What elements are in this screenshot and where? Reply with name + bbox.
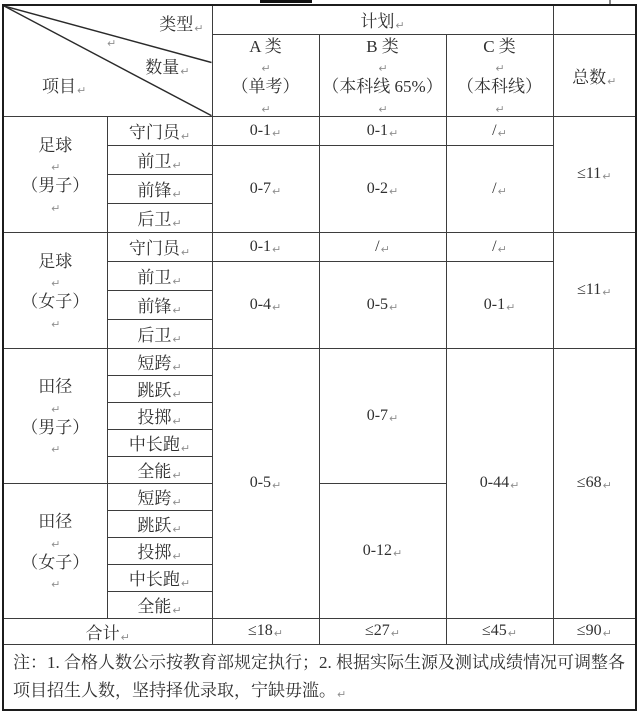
sub-item: 全能↵ bbox=[107, 456, 212, 483]
corner-diagonal-cell bbox=[3, 5, 212, 116]
paragraph-mark: ↵ bbox=[389, 300, 399, 314]
sub-item: 中长跑↵ bbox=[107, 564, 212, 591]
paragraph-mark: ↵ bbox=[395, 19, 405, 33]
paragraph-mark: ↵ bbox=[273, 627, 283, 641]
cell-fm-gk-b: 0-1↵ bbox=[319, 116, 446, 145]
cell-fw-field-b: 0-5↵ bbox=[319, 261, 446, 348]
paragraph-mark: ↵ bbox=[172, 469, 182, 483]
group-football-women: 足球 ↵ （女子） ↵ bbox=[3, 232, 107, 348]
paragraph-mark: ↵ bbox=[51, 443, 61, 457]
paragraph-mark: ↵ bbox=[272, 184, 282, 198]
paragraph-mark: ↵ bbox=[272, 242, 282, 256]
paragraph-mark: ↵ bbox=[272, 126, 282, 140]
recruitment-plan-table bbox=[2, 4, 637, 711]
paragraph-mark: ↵ bbox=[51, 161, 61, 175]
paragraph-mark: ↵ bbox=[507, 627, 518, 641]
paragraph-mark: ↵ bbox=[272, 300, 282, 314]
cell-fw-gk-c: /↵ bbox=[446, 232, 553, 261]
paragraph-mark: ↵ bbox=[602, 170, 612, 184]
top-edge-artifact bbox=[260, 0, 312, 3]
sub-item: 中长跑↵ bbox=[107, 429, 212, 456]
paragraph-mark: ↵ bbox=[172, 415, 182, 429]
paragraph-mark: ↵ bbox=[172, 388, 182, 402]
paragraph-mark: ↵ bbox=[51, 537, 61, 551]
sub-item: 跳跃↵ bbox=[107, 510, 212, 537]
paragraph-mark: ↵ bbox=[390, 627, 400, 641]
footer-sum-a: ≤18↵ bbox=[212, 618, 319, 644]
paragraph-mark: ↵ bbox=[77, 84, 87, 97]
sub-item: 投掷↵ bbox=[107, 537, 212, 564]
cell-fm-field-a: 0-7↵ bbox=[212, 145, 319, 232]
sub-item: 前锋↵ bbox=[107, 290, 212, 319]
cell-am-b: 0-7↵ bbox=[319, 348, 446, 483]
paragraph-mark: ↵ bbox=[172, 304, 182, 318]
paragraph-mark: ↵ bbox=[607, 74, 617, 88]
paragraph-mark: ↵ bbox=[172, 275, 182, 289]
paragraph-mark: ↵ bbox=[51, 402, 61, 416]
paragraph-mark: ↵ bbox=[261, 62, 271, 76]
group-athletics-women: 田径 ↵ （女子） ↵ bbox=[3, 483, 107, 618]
paragraph-mark: ↵ bbox=[497, 126, 507, 140]
stray-paragraph-mark: ↵ bbox=[107, 37, 117, 50]
paragraph-mark: ↵ bbox=[495, 102, 505, 116]
paragraph-mark: ↵ bbox=[172, 159, 182, 173]
cell-fw-gk-b: /↵ bbox=[319, 232, 446, 261]
paragraph-mark: ↵ bbox=[180, 577, 191, 591]
paragraph-mark: ↵ bbox=[51, 201, 61, 215]
cell-fm-field-c: /↵ bbox=[446, 145, 553, 232]
header-class-a: A 类 ↵ （单考） ↵ bbox=[212, 34, 319, 116]
footer-sum-total: ≤90↵ bbox=[553, 618, 636, 644]
cell-fm-gk-a: 0-1↵ bbox=[212, 116, 319, 145]
paragraph-mark: ↵ bbox=[272, 479, 282, 493]
corner-label-quantity: 数量↵ bbox=[145, 58, 190, 78]
paragraph-mark: ↵ bbox=[506, 300, 516, 314]
corner-label-project: 项目↵ bbox=[42, 77, 87, 97]
paragraph-mark: ↵ bbox=[172, 217, 182, 231]
header-class-b: B 类 ↵ （本科线 65%） ↵ bbox=[319, 34, 446, 116]
paragraph-mark: ↵ bbox=[120, 630, 130, 644]
cell-fm-gk-c: /↵ bbox=[446, 116, 553, 145]
paragraph-mark: ↵ bbox=[495, 62, 505, 76]
paragraph-mark: ↵ bbox=[497, 184, 507, 198]
header-plan: 计划↵ bbox=[212, 5, 553, 34]
paragraph-mark: ↵ bbox=[172, 333, 182, 347]
paragraph-mark: ↵ bbox=[389, 184, 399, 198]
paragraph-mark: ↵ bbox=[194, 22, 204, 35]
cell-fw-field-a: 0-4↵ bbox=[212, 261, 319, 348]
cell-athletics-c: 0-44↵ bbox=[446, 348, 553, 618]
paragraph-mark: ↵ bbox=[51, 578, 61, 592]
cell-fw-total: ≤11↵ bbox=[553, 232, 636, 348]
group-football-men: 足球 ↵ （男子） ↵ bbox=[3, 116, 107, 232]
sub-item: 前卫↵ bbox=[107, 261, 212, 290]
paragraph-mark: ↵ bbox=[337, 687, 347, 701]
sub-item: 前锋↵ bbox=[107, 174, 212, 203]
paragraph-mark: ↵ bbox=[172, 188, 182, 202]
paragraph-mark: ↵ bbox=[378, 62, 388, 76]
paragraph-mark: ↵ bbox=[172, 550, 182, 564]
paragraph-mark: ↵ bbox=[380, 242, 390, 256]
cell-athletics-a: 0-5↵ bbox=[212, 348, 319, 618]
paragraph-mark: ↵ bbox=[602, 479, 612, 493]
paragraph-mark: ↵ bbox=[510, 479, 520, 493]
paragraph-mark: ↵ bbox=[51, 317, 61, 331]
paragraph-mark: ↵ bbox=[261, 102, 271, 116]
cell-fm-total: ≤11↵ bbox=[553, 116, 636, 232]
paragraph-mark: ↵ bbox=[602, 286, 612, 300]
paragraph-mark: ↵ bbox=[172, 496, 182, 510]
sub-item: 短跨↵ bbox=[107, 348, 212, 375]
sub-item: 后卫↵ bbox=[107, 203, 212, 232]
group-athletics-men: 田径 ↵ （男子） ↵ bbox=[3, 348, 107, 483]
footer-sum-b: ≤27↵ bbox=[319, 618, 446, 644]
header-class-c: C 类 ↵ （本科线） ↵ bbox=[446, 34, 553, 116]
paragraph-mark: ↵ bbox=[389, 411, 399, 425]
paragraph-mark: ↵ bbox=[393, 546, 403, 560]
header-total-spacer bbox=[553, 5, 636, 34]
sub-item: 守门员↵ bbox=[107, 232, 212, 261]
paragraph-mark: ↵ bbox=[378, 102, 388, 116]
sub-item: 全能↵ bbox=[107, 591, 212, 618]
sub-item: 短跨↵ bbox=[107, 483, 212, 510]
sub-item: 投掷↵ bbox=[107, 402, 212, 429]
cell-fw-field-c: 0-1↵ bbox=[446, 261, 553, 348]
footer-sum-c: ≤45↵ bbox=[446, 618, 553, 644]
corner-label-type: 类型↵ bbox=[159, 15, 204, 35]
paragraph-mark: ↵ bbox=[180, 246, 191, 260]
sub-item: 后卫↵ bbox=[107, 319, 212, 348]
paragraph-mark: ↵ bbox=[172, 523, 182, 537]
paragraph-mark: ↵ bbox=[389, 126, 399, 140]
header-total: 总数↵ bbox=[553, 34, 636, 116]
footer-sum-label: 合计↵ bbox=[3, 618, 212, 644]
paragraph-mark: ↵ bbox=[51, 277, 61, 291]
cell-aw-b: 0-12↵ bbox=[319, 483, 446, 618]
cell-fm-field-b: 0-2↵ bbox=[319, 145, 446, 232]
paragraph-mark: ↵ bbox=[497, 242, 507, 256]
paragraph-mark: ↵ bbox=[180, 65, 190, 78]
paragraph-mark: ↵ bbox=[172, 604, 182, 618]
sub-item: 跳跃↵ bbox=[107, 375, 212, 402]
paragraph-mark: ↵ bbox=[172, 361, 182, 375]
cell-fw-gk-a: 0-1↵ bbox=[212, 232, 319, 261]
cell-athletics-total: ≤68↵ bbox=[553, 348, 636, 618]
paragraph-mark: ↵ bbox=[180, 442, 191, 456]
sub-item: 前卫↵ bbox=[107, 145, 212, 174]
footnote: 注：1. 合格人数公示按教育部规定执行；2. 根据实际生源及测试成绩情况可调整各项目招生人数，坚持择优录取，宁缺毋滥。↵ bbox=[3, 644, 636, 710]
paragraph-mark: ↵ bbox=[180, 130, 191, 144]
sub-item: 守门员↵ bbox=[107, 116, 212, 145]
paragraph-mark: ↵ bbox=[602, 627, 612, 641]
